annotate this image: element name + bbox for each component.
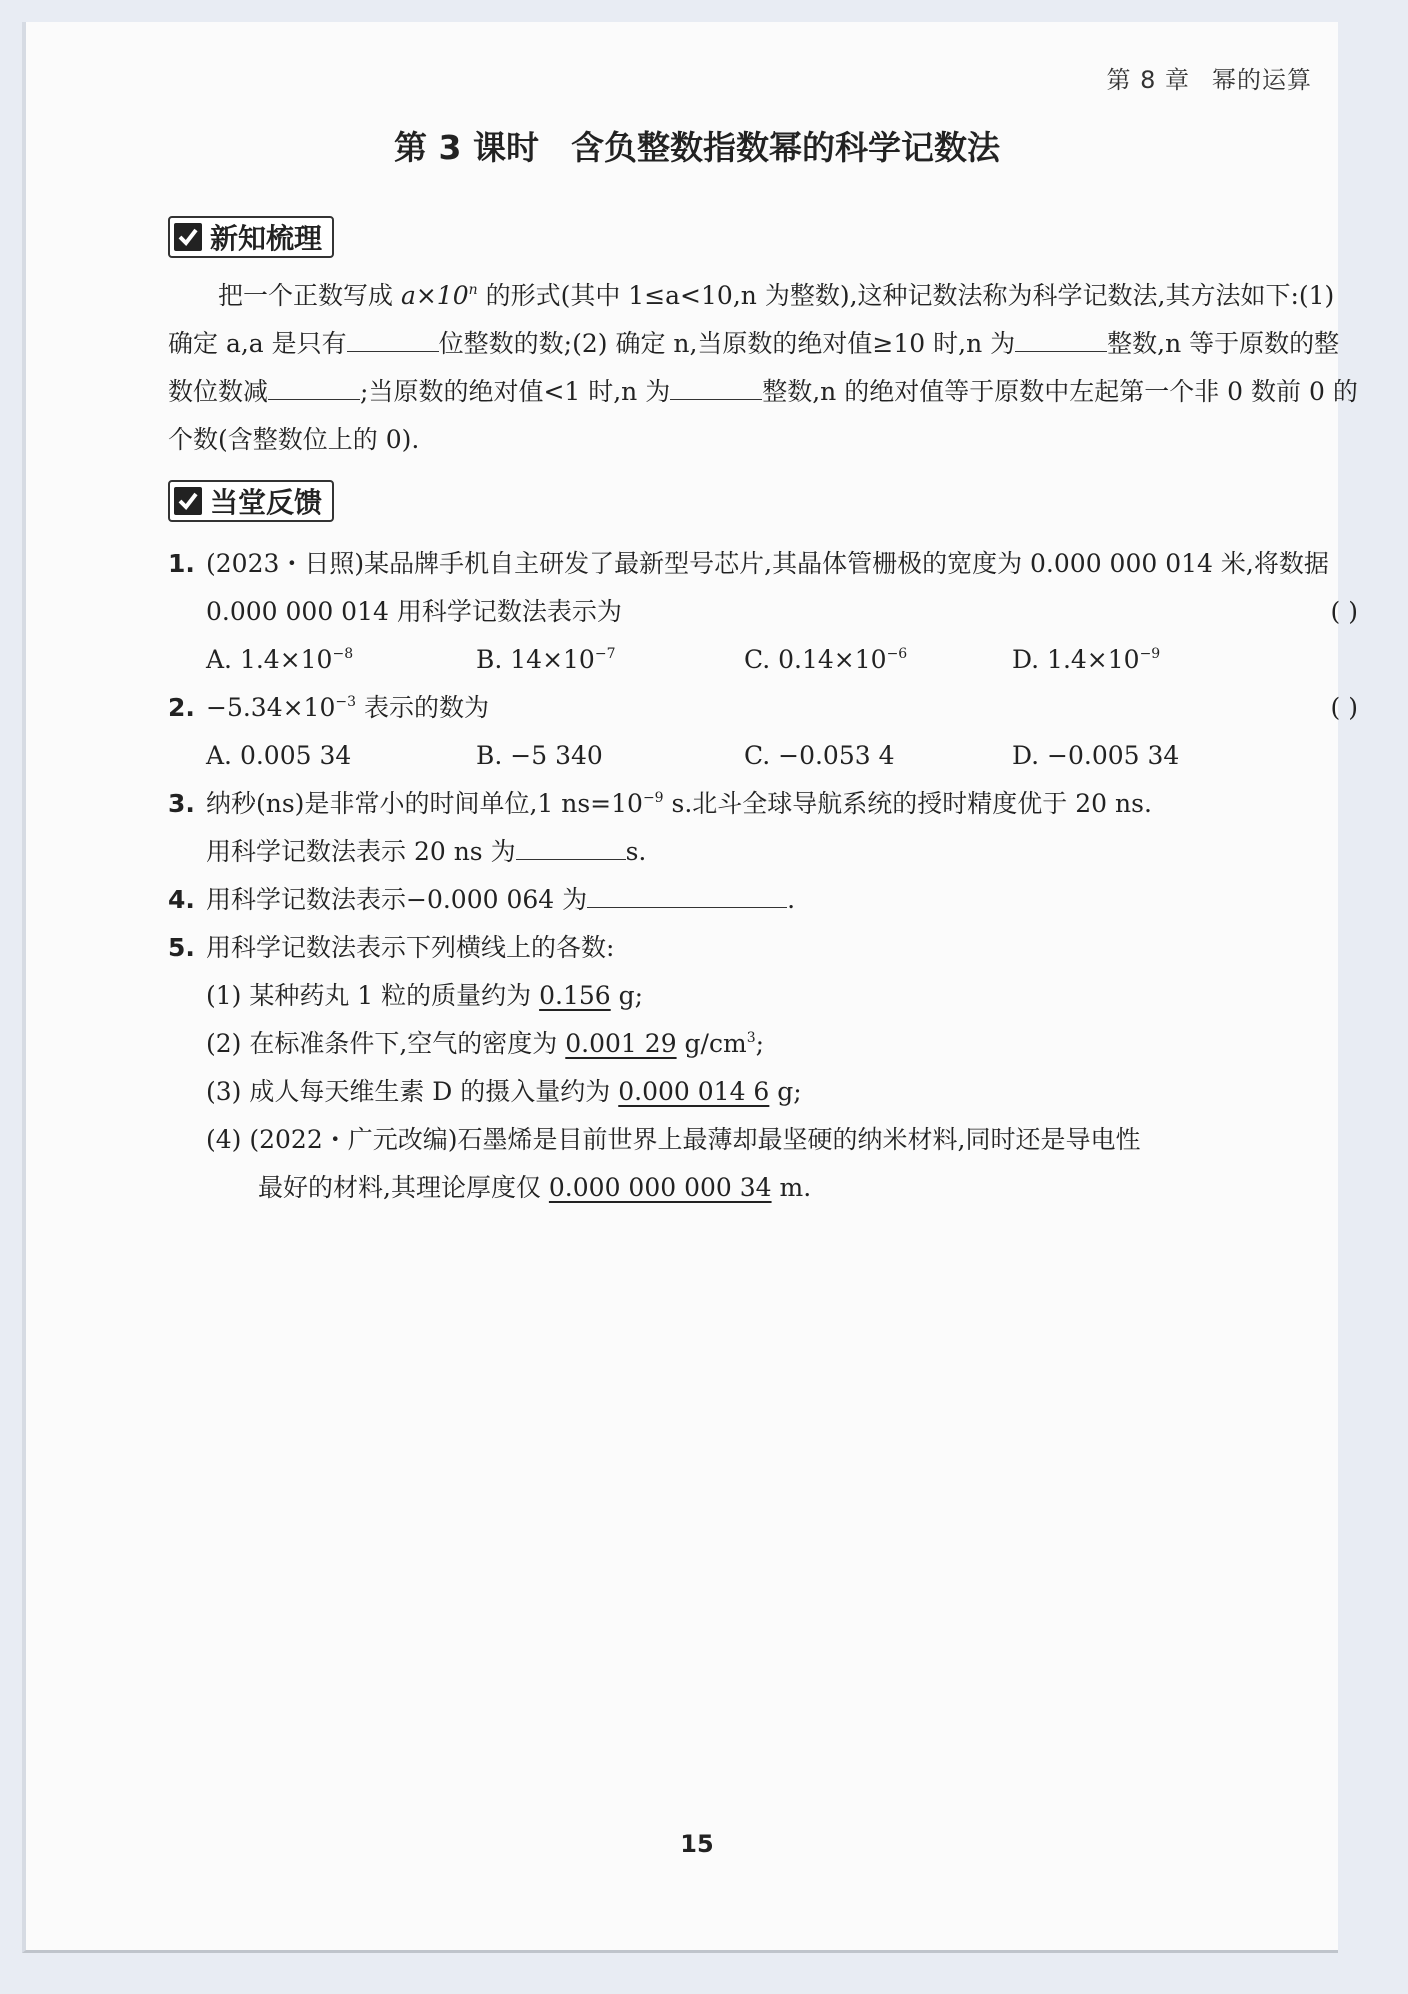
question-text: 纳秒(ns)是非常小的时间单位,1 ns=10 bbox=[206, 789, 643, 818]
question-number: 2. bbox=[168, 693, 195, 722]
checkbox-icon bbox=[174, 487, 202, 515]
text-run: 位整数的数;(2) 确定 n,当原数的绝对值≥10 时,n 为 bbox=[438, 329, 1016, 358]
section-tag-knowledge bbox=[168, 216, 334, 258]
item-text: ; bbox=[755, 1029, 765, 1058]
worksheet-page bbox=[22, 22, 1358, 1953]
question-5-item-2 bbox=[206, 1020, 1356, 1068]
question-text: 用科学记数法表示−0.000 064 为 bbox=[206, 885, 588, 914]
question-5 bbox=[168, 924, 1358, 972]
text-run: 整数,n 等于原数的整数位数减 bbox=[168, 329, 1340, 406]
option-c[interactable] bbox=[744, 636, 907, 684]
item-text: (3) 成人每天维生素 D 的摄入量约为 bbox=[206, 1077, 619, 1106]
answer-parentheses[interactable]: ( ) bbox=[1330, 693, 1358, 722]
question-number: 3. bbox=[168, 789, 195, 818]
underlined-value: 0.000 014 6 bbox=[618, 1077, 770, 1106]
option-b[interactable] bbox=[476, 636, 615, 684]
question-3-line-2 bbox=[168, 828, 1396, 876]
question-number: 4. bbox=[168, 885, 195, 914]
question-1 bbox=[168, 540, 1396, 636]
option-d[interactable] bbox=[1012, 636, 1160, 684]
question-5-item-4-line-2 bbox=[206, 1164, 1408, 1212]
page-number: 15 bbox=[680, 1830, 714, 1858]
item-text: m. bbox=[771, 1173, 812, 1202]
question-text: . bbox=[787, 885, 796, 914]
sci-form: a×10 bbox=[400, 281, 469, 310]
lesson-topic: 含负整数指数幂的科学记数法 bbox=[570, 128, 1000, 167]
option-b[interactable]: B. −5 340 bbox=[476, 741, 603, 770]
section-title: 新知梳理 bbox=[210, 222, 323, 255]
text-run: 整数,n 的绝对值等于原数中左起第一个非 0 数前 0 的个数(含整数位上的 0). bbox=[168, 377, 1358, 454]
answer-blank-4[interactable] bbox=[670, 373, 762, 400]
item-text: 最好的材料,其理论厚度仅 bbox=[258, 1173, 549, 1202]
answer-blank[interactable] bbox=[516, 833, 626, 860]
lesson-title bbox=[82, 122, 1312, 169]
question-1-options bbox=[206, 636, 1356, 684]
option-exponent: −9 bbox=[1139, 646, 1161, 662]
option-exponent: −7 bbox=[594, 646, 616, 662]
question-text: 表示的数为 bbox=[356, 693, 489, 722]
question-exponent: −3 bbox=[335, 694, 357, 710]
question-3 bbox=[168, 780, 1358, 828]
option-text: C. 0.14×10 bbox=[744, 645, 887, 674]
underlined-value: 0.000 000 000 34 bbox=[548, 1173, 772, 1202]
checkbox-icon bbox=[174, 223, 202, 251]
item-text: (4) (2022・广元改编)石墨烯是目前世界上最薄却最坚硬的纳米材料,同时还是导电性 bbox=[206, 1125, 1141, 1154]
question-text: s. bbox=[625, 837, 647, 866]
option-text: A. 1.4×10 bbox=[206, 645, 333, 674]
underlined-value: 0.001 29 bbox=[565, 1029, 677, 1058]
answer-blank-3[interactable] bbox=[268, 373, 360, 400]
option-exponent: −8 bbox=[332, 646, 354, 662]
chapter-title: 幂的运算 bbox=[1212, 66, 1312, 94]
question-text: −5.34×10 bbox=[206, 693, 336, 722]
question-exponent: −9 bbox=[642, 790, 664, 806]
item-text: (2) 在标准条件下,空气的密度为 bbox=[206, 1029, 566, 1058]
question-5-item-4 bbox=[206, 1116, 1356, 1164]
question-text: s.北斗全球导航系统的授时精度优于 20 ns. bbox=[663, 789, 1152, 818]
option-text: B. 14×10 bbox=[476, 645, 595, 674]
item-text: (1) 某种药丸 1 粒的质量约为 bbox=[206, 981, 540, 1010]
question-2-options bbox=[206, 732, 1356, 780]
question-5-item-3 bbox=[206, 1068, 1356, 1116]
answer-blank-1[interactable] bbox=[347, 325, 439, 352]
text-run: ;当原数的绝对值<1 时,n 为 bbox=[360, 377, 671, 406]
answer-blank[interactable] bbox=[587, 881, 787, 908]
page-content bbox=[82, 22, 1358, 1950]
unit-exponent: 3 bbox=[746, 1030, 756, 1046]
option-a[interactable] bbox=[206, 636, 353, 684]
option-text: D. 1.4×10 bbox=[1012, 645, 1140, 674]
item-text: g/cm bbox=[676, 1029, 747, 1058]
question-text: (2023・日照)某品牌手机自主研发了最新型号芯片,其晶体管栅极的宽度为 0.000 000 014 米,将数据 0.000 000 014 用科学记数法表示为 bbox=[206, 549, 1329, 626]
question-text: 用科学记数法表示 20 ns 为 bbox=[206, 837, 516, 866]
question-number: 5. bbox=[168, 933, 195, 962]
section-tag-feedback bbox=[168, 480, 334, 522]
question-5-item-1 bbox=[206, 972, 1356, 1020]
sci-exponent: n bbox=[468, 282, 478, 298]
running-header bbox=[1106, 60, 1312, 95]
option-a[interactable]: A. 0.005 34 bbox=[206, 741, 352, 770]
chapter-number: 第 8 章 bbox=[1106, 66, 1190, 94]
knowledge-paragraph bbox=[168, 272, 1358, 464]
question-2 bbox=[168, 684, 1358, 732]
question-number: 1. bbox=[168, 549, 195, 578]
text-run: 的形式(其中 1≤a<10,n 为整数),这种记数法称为科学记数法,其方法如下:(1) 确定 a,a 是只有 bbox=[168, 281, 1335, 358]
text-run: 把一个正数写成 bbox=[218, 281, 401, 310]
answer-parentheses[interactable]: ( ) bbox=[1330, 597, 1358, 626]
item-text: g; bbox=[610, 981, 644, 1010]
option-exponent: −6 bbox=[886, 646, 908, 662]
section-title: 当堂反馈 bbox=[210, 486, 323, 519]
underlined-value: 0.156 bbox=[539, 981, 611, 1010]
option-d[interactable]: D. −0.005 34 bbox=[1012, 741, 1180, 770]
question-text: 用科学记数法表示下列横线上的各数: bbox=[206, 933, 615, 962]
item-text: g; bbox=[769, 1077, 802, 1106]
lesson-number: 第 3 课时 bbox=[394, 128, 539, 167]
option-c[interactable]: C. −0.053 4 bbox=[744, 741, 895, 770]
answer-blank-2[interactable] bbox=[1015, 325, 1107, 352]
question-4 bbox=[168, 876, 1358, 924]
